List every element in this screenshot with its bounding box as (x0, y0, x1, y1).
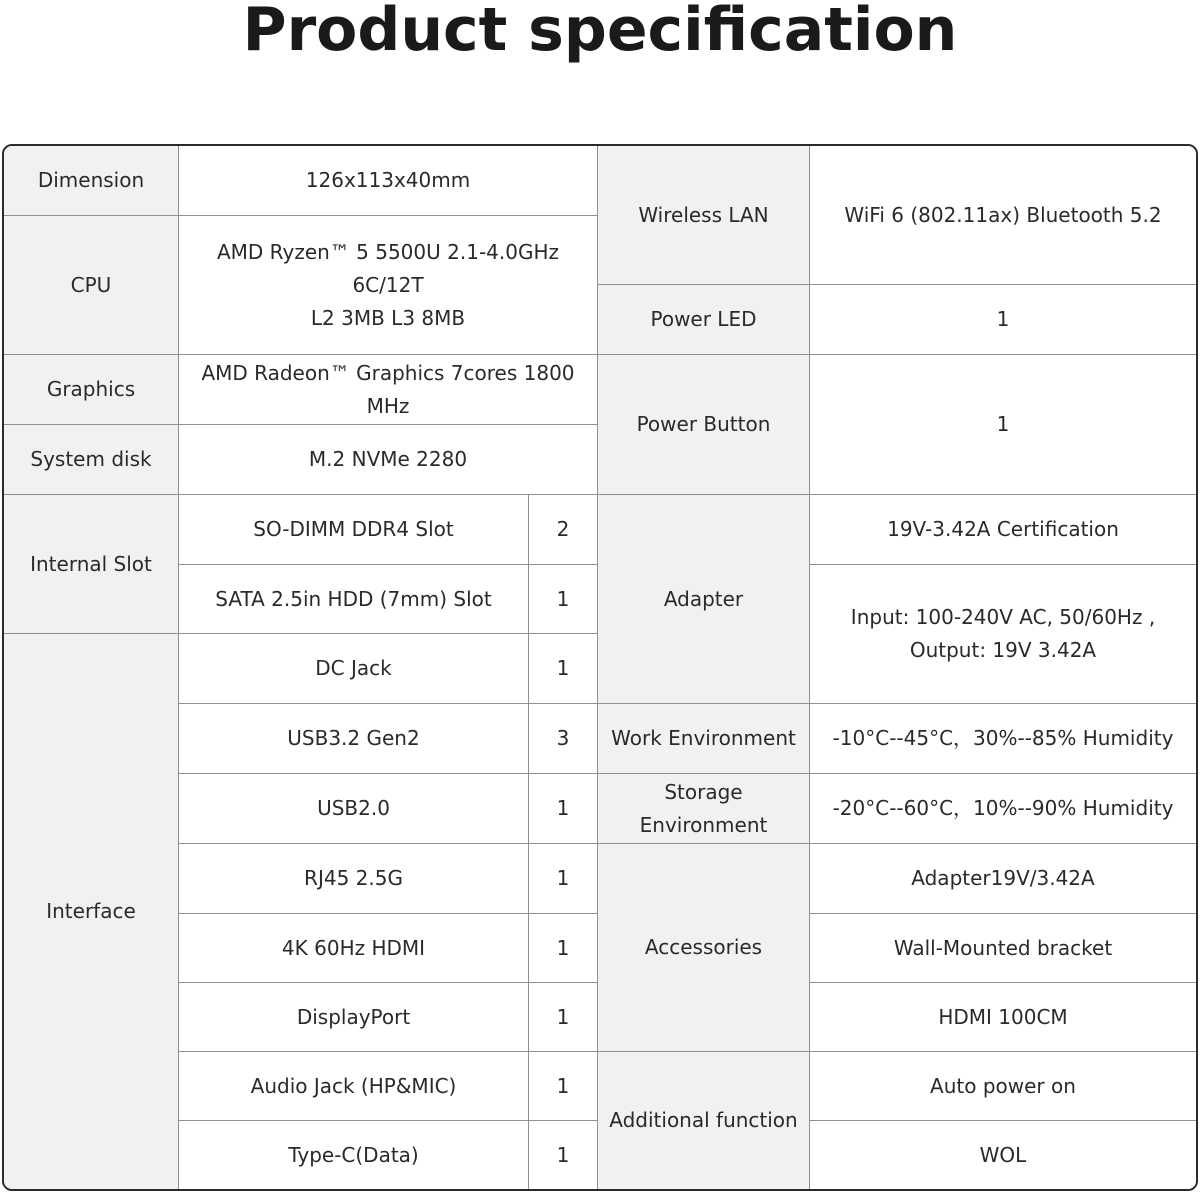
interface-count: 1 (529, 774, 598, 844)
spec-label-internal-slot: Internal Slot (4, 495, 179, 634)
interface-name: DisplayPort (179, 983, 529, 1052)
spec-label-dimension: Dimension (4, 146, 179, 216)
spec-label-system-disk: System disk (4, 425, 179, 495)
spec-value-wireless-lan: WiFi 6 (802.11ax) Bluetooth 5.2 (810, 146, 1196, 285)
spec-label-work-environment: Work Environment (598, 704, 810, 774)
spec-value-power-button: 1 (810, 355, 1196, 495)
spec-label-wireless-lan: Wireless LAN (598, 146, 810, 285)
spec-value-accessory: HDMI 100CM (810, 983, 1196, 1052)
spec-value-additional-function: Auto power on (810, 1052, 1196, 1121)
interface-name: RJ45 2.5G (179, 844, 529, 914)
interface-count: 1 (529, 983, 598, 1052)
spec-value-work-environment: -10°C--45°C，30%--85% Humidity (810, 704, 1196, 774)
spec-table (2, 144, 1198, 1191)
spec-value-additional-function: WOL (810, 1121, 1196, 1189)
spec-label-adapter: Adapter (598, 495, 810, 704)
interface-name: Audio Jack (HP&MIC) (179, 1052, 529, 1121)
spec-value-adapter-cert: 19V-3.42A Certification (810, 495, 1196, 565)
interface-count: 3 (529, 704, 598, 774)
interface-name: 4K 60Hz HDMI (179, 914, 529, 983)
spec-value-accessory: Adapter19V/3.42A (810, 844, 1196, 914)
interface-count: 1 (529, 914, 598, 983)
spec-value-adapter-io: Input: 100-240V AC, 50/60Hz , Output: 19V 3.42A (810, 565, 1196, 704)
interface-count: 1 (529, 1052, 598, 1121)
spec-label-graphics: Graphics (4, 355, 179, 425)
spec-label-power-led: Power LED (598, 285, 810, 355)
spec-label-additional-function: Additional function (598, 1052, 810, 1189)
internal-slot-name: SATA 2.5in HDD (7mm) Slot (179, 565, 529, 634)
spec-label-accessories: Accessories (598, 844, 810, 1052)
spec-label-storage-environment: Storage Environment (598, 774, 810, 844)
spec-label-cpu: CPU (4, 216, 179, 355)
spec-value-power-led: 1 (810, 285, 1196, 355)
interface-count: 1 (529, 844, 598, 914)
internal-slot-count: 2 (529, 495, 598, 565)
internal-slot-name: SO-DIMM DDR4 Slot (179, 495, 529, 565)
spec-value-graphics: AMD Radeon™ Graphics 7cores 1800 MHz (179, 355, 598, 425)
interface-name: USB2.0 (179, 774, 529, 844)
spec-label-interface: Interface (4, 634, 179, 1189)
spec-value-accessory: Wall-Mounted bracket (810, 914, 1196, 983)
internal-slot-count: 1 (529, 565, 598, 634)
interface-name: USB3.2 Gen2 (179, 704, 529, 774)
spec-value-storage-environment: -20°C--60°C，10%--90% Humidity (810, 774, 1196, 844)
spec-value-system-disk: M.2 NVMe 2280 (179, 425, 598, 495)
interface-name: Type-C(Data) (179, 1121, 529, 1189)
page-title: Product specification (242, 0, 958, 65)
spec-value-dimension: 126x113x40mm (179, 146, 598, 216)
interface-name: DC Jack (179, 634, 529, 704)
spec-label-power-button: Power Button (598, 355, 810, 495)
spec-value-cpu: AMD Ryzen™ 5 5500U 2.1-4.0GHz 6C/12T L2 3MB L3 8MB (179, 216, 598, 355)
interface-count: 1 (529, 634, 598, 704)
interface-count: 1 (529, 1121, 598, 1189)
